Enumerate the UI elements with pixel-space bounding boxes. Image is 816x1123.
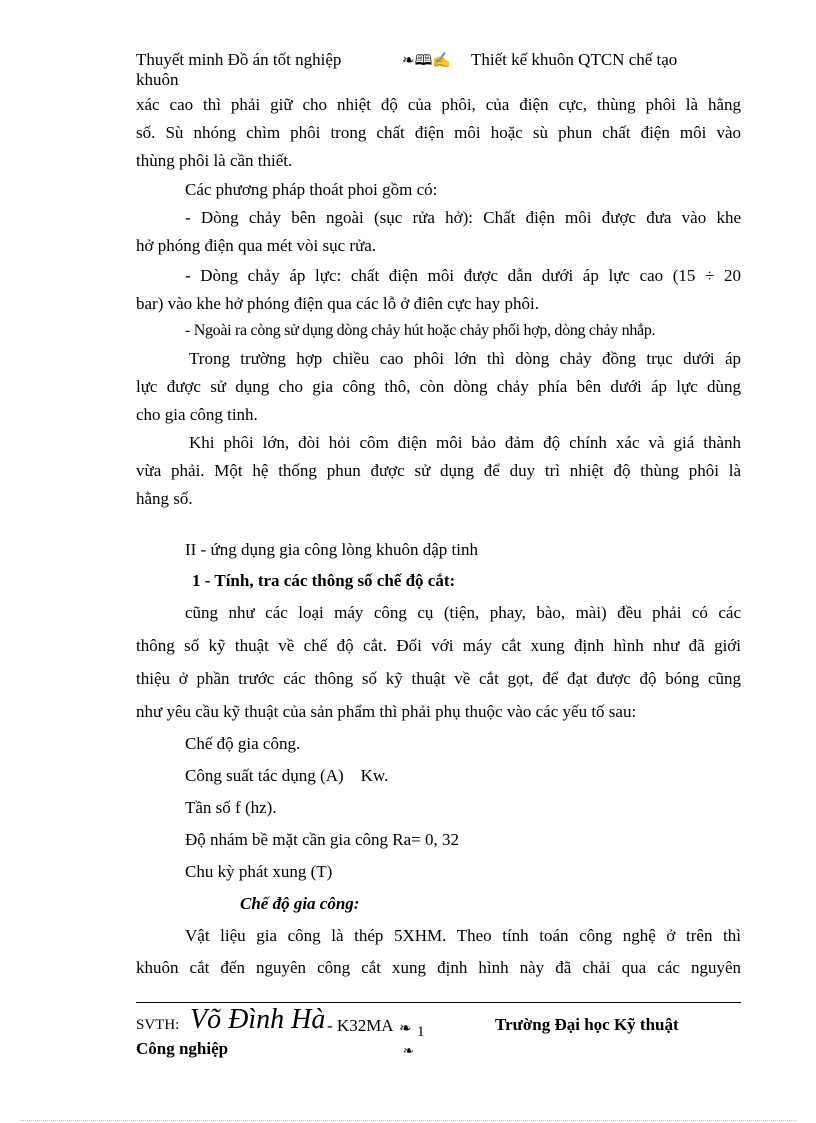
footer-class: - K32MA: [327, 1016, 394, 1035]
footer-page-number: 1: [417, 1024, 425, 1040]
paragraph-line: hở phóng điện qua mét vòi sục rửa.: [136, 236, 377, 255]
footer-student-name: Võ Đình Hà: [190, 1004, 326, 1035]
paragraph-line: Trong trường hợp chiều cao phôi lớn thì dòng chảy đồng trục dưới áp: [189, 349, 741, 368]
header-title-wrap: khuôn: [136, 70, 179, 89]
header-ornament-icon: ❧🕮✍: [402, 53, 451, 69]
list-item: Công suất tác dụng (A) Kw.: [185, 766, 389, 785]
header-title-right: Thiết kế khuôn QTCN chế tạo: [471, 50, 678, 69]
list-item: Tần số f (hz).: [185, 798, 277, 817]
paragraph-line: số. Sù nhóng chìm phôi trong chất điện môi hoặc sù phun chất điện môi vào: [136, 123, 741, 142]
list-item: Chế độ gia công.: [185, 734, 301, 753]
paragraph-line: - Dòng chảy áp lực: chất điện môi được dẫn dưới áp lực cao (15 ÷ 20: [185, 266, 741, 285]
paragraph-line: lực được sử dụng cho gia công thô, còn dòng chảy phía bên dưới áp lực dùng: [136, 377, 741, 396]
paragraph-line: Vật liệu gia công là thép 5XHM. Theo tính toán công nghệ ở trên thì: [185, 926, 741, 945]
footer-school-wrap: Công nghiệp: [136, 1039, 229, 1058]
list-item: Độ nhám bề mặt cần gia công Ra= 0, 32: [185, 830, 459, 849]
paragraph-line: - Ngoài ra còng sử dụng dòng chảy hút hoặc chảy phối hợp, dòng chảy nhắp.: [185, 322, 656, 339]
header-title-left: Thuyết minh Đồ án tốt nghiệp: [136, 50, 342, 69]
paragraph-line: cũng như các loại máy công cụ (tiện, phay, bào, mài) đều phải có các: [185, 603, 741, 622]
paragraph-line: Khi phôi lớn, đòi hỏi côm điện môi bảo đảm độ chính xác và giá thành: [189, 433, 741, 452]
paragraph-line: khuôn cắt đến nguyên công cắt xung định hình này đã chải qua các nguyên: [136, 958, 741, 977]
paragraph-line: thiệu ở phần trước các thông số kỹ thuật về cắt gọt, để đạt được độ bóng cũng: [136, 669, 741, 688]
paragraph-line: - Dòng chảy bên ngoài (sục rửa hở): Chất điện môi được đưa vào khe: [185, 208, 741, 227]
paragraph-line: bar) vào khe hở phóng điện qua các lỗ ở điên cực hay phôi.: [136, 294, 539, 313]
footer-svth-label: SVTH:: [136, 1017, 180, 1033]
paragraph-line: cho gia công tinh.: [136, 405, 258, 424]
paragraph-line: thùng phôi là cần thiết.: [136, 151, 293, 170]
list-item: Chu kỳ phát xung (T): [185, 862, 333, 881]
bold-italic-heading: Chế độ gia công:: [240, 894, 360, 913]
section-heading: II - ứng dụng gia công lòng khuôn dập tinh: [185, 540, 478, 559]
paragraph-line: vừa phải. Một hệ thống phun được sử dụng để duy trì nhiệt độ thùng phôi là: [136, 461, 741, 480]
page-bottom-border: [20, 1120, 796, 1121]
paragraph-line: Các phương pháp thoát phoi gồm có:: [185, 180, 438, 199]
footer-ornament-icon: ❧: [399, 1021, 412, 1037]
paragraph-line: xác cao thì phải giữ cho nhiệt độ của phôi, của điện cực, thùng phôi là hằng: [136, 95, 741, 114]
paragraph-line: thông số kỹ thuật về chế độ cắt. Đối với máy cắt xung định hình như đã giới: [136, 636, 741, 655]
paragraph-line: hằng số.: [136, 489, 193, 508]
footer-divider: [136, 1002, 741, 1003]
subsection-heading: 1 - Tính, tra các thông số chế độ cắt:: [192, 571, 456, 590]
footer-ornament-icon: ❧: [403, 1043, 414, 1058]
paragraph-line: như yêu cầu kỹ thuật của sản phẩm thì phải phụ thuộc vào các yếu tố sau:: [136, 702, 637, 721]
footer-school: Trường Đại học Kỹ thuật: [495, 1015, 679, 1034]
